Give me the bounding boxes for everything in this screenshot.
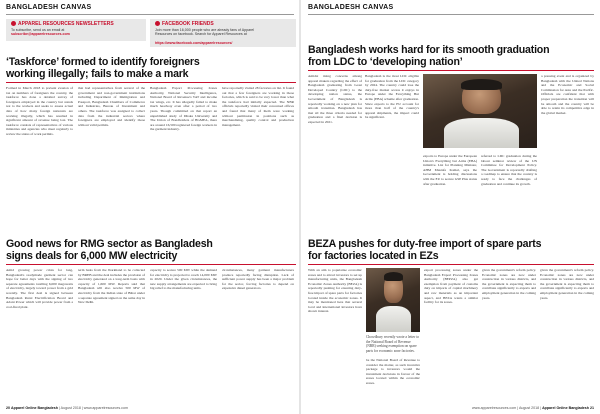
article2-column-5: given the government's reform policy. Economic zones are now under construction in various districts, and the government is expecting them to contribute significantly to exports and employment generation in the coming years. <box>540 268 594 300</box>
article1-column-4: referred to LDC graduation during the labour seminar review of the UN Committee for Development Policy. The Government is reportedly drafting a roadmap to ensure that the country is ready to face the challenges of graduation and continue its growth. <box>481 154 537 186</box>
right-page <box>300 0 600 414</box>
right-footer: www.apparelresources.com | August 2018 | Apparel Online Bangladesh 21 <box>472 406 594 410</box>
article2-column-4: given the government's reform policy. Economic zones are now under construction in various districts, and the government is expecting them to contribute significantly to exports and employment generation in the coming years. <box>482 268 536 300</box>
header-rule <box>6 14 294 15</box>
right-magazine-name: Apparel Online Bangladesh <box>542 406 589 410</box>
article1-column-2: Bangladesh is the most LDC eligible for graduation from the LDC category by 2024. The country could lose the duty-free market access it enjoys in Europe under the Everything But Arms (EBA) scheme after graduation. Since exports to the EU account for more than half of the country's apparel shipments, the impact could be significant. <box>365 74 419 120</box>
article2-column-3: capacity to secure 500 MW while the demand for electricity is projected to reach 14,000 MW in 2020. Under the given circumstances, the new supply arrangements are expected to bring big relief to the manufacturing units. <box>150 268 217 291</box>
article2-headline: BEZA pushes for duty-free import of spare parts for factories located in EZs <box>308 238 542 262</box>
newsletter-text: To subscribe, send us an email at <box>11 28 65 32</box>
article1-column-1: Amidst rising concerns among apparel makers regarding the effect of Bangladesh graduating from Least Developed Country (LDC) to the developing nation status, the Government of Bangladesh is reportedly working on a new plan for smooth transition. Bangladesh has met all the three criteria needed for graduation and a final decision is expected in 2021. <box>308 74 362 124</box>
newsletter-banner[interactable] <box>6 19 146 41</box>
facebook-title: FACEBOOK FRIENDS <box>162 21 214 27</box>
header-rule <box>308 14 594 15</box>
article2-column-4: circumstances, many garment manufacturers produce reportedly facing disruption. Lack of sufficient power supply has been a major problem for the sector, forcing factories to depend on expensive diesel generators. <box>222 268 294 291</box>
newsletter-icon <box>11 21 16 26</box>
article2-column-1: With an aim to popularise economic zones and to attract investors to set up manufacturing units, the Bangladesh Economic Zones Authority (BEZA) is reportedly pushing for ensuring duty-free import of spare parts for factories located inside the economic zones. It may be mentioned here that several local and international investors have shown interest. <box>308 268 362 314</box>
article2-column-2: term basis from the Jharkhand to be collected by BREB and the deal includes the provision of electricity generated on a long-term basis with capacity of 1,600 MW. Reports said that Bangladesh will also receive 500 MW of electricity from the Indian state of Bihar under a separate agreement signed on the same day in New Delhi. <box>78 268 145 305</box>
article1-rule <box>308 70 594 71</box>
article1-column-3: exports to Europe under the European Union's Everything but Arms (EBA) initiative. List for Planning Minister, AHM Mustafa Kamal, says the Government is holding discussions with the EU to secure GSP Plus status after graduation. <box>423 154 477 186</box>
facebook-link[interactable]: https://www.facebook.com/apparelresources/ <box>155 41 233 45</box>
article1-headline: ‘Taskforce’ formed to identify foreigners working illegally; fails to make a mark <box>6 56 200 80</box>
left-page-number: 20 <box>6 406 10 410</box>
article1-column-3: Bangladesh Export Processing Zones Authority, National Security Intelligence, National Board of Revenue's VAT and income tax wings, etc. It has allegedly failed to make much headway even after a period of two years. Though committed on that report an unpublished study of Dhaka University and The Union of Bondholders of BGMEA, there are around 16,500 registered foreign workers in the garment industry. <box>150 86 217 132</box>
article2-photo <box>366 268 420 332</box>
left-footer: 20 Apparel Online Bangladesh | August 2018 | www.apparelresources.com <box>6 406 128 410</box>
article1-column-1: Formed in March 2018 to prevent evasion of tax on numbers of foreigners the country, the taskforce has done a detailed survey of foreigners employed in the country but stands not to the workers and seeks to assess actual data of how many foreign nationals are working illegally, which has resulted in significant amount of revenue being lost. The taskforce consists of representatives of various ministries and agencies who meet regularly to review the status of work permits. <box>6 86 73 136</box>
article2-rule <box>6 264 296 265</box>
article1-column-5: a pressing event and is organized by Bangladesh with the United Nations and the Economic and Social Commission for Asia and the Pacific. Officials are confident that with proper preparation the transition will be smooth and the country will be able to retain its competitive edge in the global market. <box>541 74 594 115</box>
article2-rule <box>308 264 594 265</box>
article2-headline: Good news for RMG sector as Bangladesh signs deals for 6,000 MW electricity <box>6 238 213 262</box>
article2-column-2: be the National Board of Revenue to consider the matter, as such incentive package to investors would the investment decisions in favour of the zones located within the economic zones. <box>366 358 420 385</box>
article1-photo <box>423 74 537 148</box>
facebook-text-2: Resources on facebook. Search for Apparel Resources at <box>155 32 247 37</box>
article1-rule <box>6 82 296 83</box>
facebook-text-1: Join more than 16,000 people who are already fans of Apparel <box>155 28 255 32</box>
newsletter-email-link[interactable]: subscribe@apparelresources.com <box>11 32 70 37</box>
facebook-banner[interactable] <box>150 19 296 41</box>
article1-headline: Bangladesh works hard for its smooth graduation from LDC to ‘developing nation’ <box>308 44 550 68</box>
newsletter-title: APPAREL RESOURCES NEWSLETTERS <box>18 21 114 27</box>
section-heading: BANGLADESH CANVAS <box>308 4 394 11</box>
article2-column-1: Amid growing power crisis for long, Bangladesh's readymade garment sector can hope for better days with the signing of two separate agreements totalling 6,000 megawatts of electricity, largely toward power from a grid recently. The first deal is signed between Bangladesh Rural Electrification Board and Adani Power which will provide power from a coal-fired plant. <box>6 268 73 309</box>
facebook-icon <box>155 21 160 26</box>
right-page-number: 21 <box>590 406 594 410</box>
article2-column-3: export processing zones under the Bangladesh Export Processing Zones Authority (BEPZA) also get exemption from payment of customs duty on imports of capital machinery and raw materials as an important aspect, and BEZA wants a similar facility for its zones. <box>424 268 478 305</box>
article1-column-2: that had representatives from several of the government and non-government institutions including Department of Immigration and Passport, Bangladesh Chambers of Commerce and Industries, Bureau of Investment and others. The taskforce was assigned to collect data from the industrial sectors where foreigners are employed and identify those without valid permits. <box>78 86 145 127</box>
right-site[interactable]: www.apparelresources.com <box>472 406 517 410</box>
left-magazine-name: Apparel Online Bangladesh <box>11 406 58 410</box>
left-issue: August 2018 <box>60 406 81 410</box>
left-site[interactable]: www.apparelresources.com <box>83 406 128 410</box>
photo-caption: Chowdhury recently wrote a letter to the National Board of Revenue (NBR) seeking exemption on spare parts for economic zone factories. <box>366 335 419 353</box>
section-heading: BANGLADESH CANVAS <box>6 4 92 11</box>
article1-column-4: have reportedly visited 28 factories on list. It found out that a few foreigners are working in those factories, which is said to be very lower than what the taskforce had initially expected. The NBR officials reportedly visited their concerned offices and found that many of them were working without permission in positions such as merchandising, quality control and production management. <box>222 86 294 127</box>
right-issue: August 2018 <box>518 406 540 410</box>
